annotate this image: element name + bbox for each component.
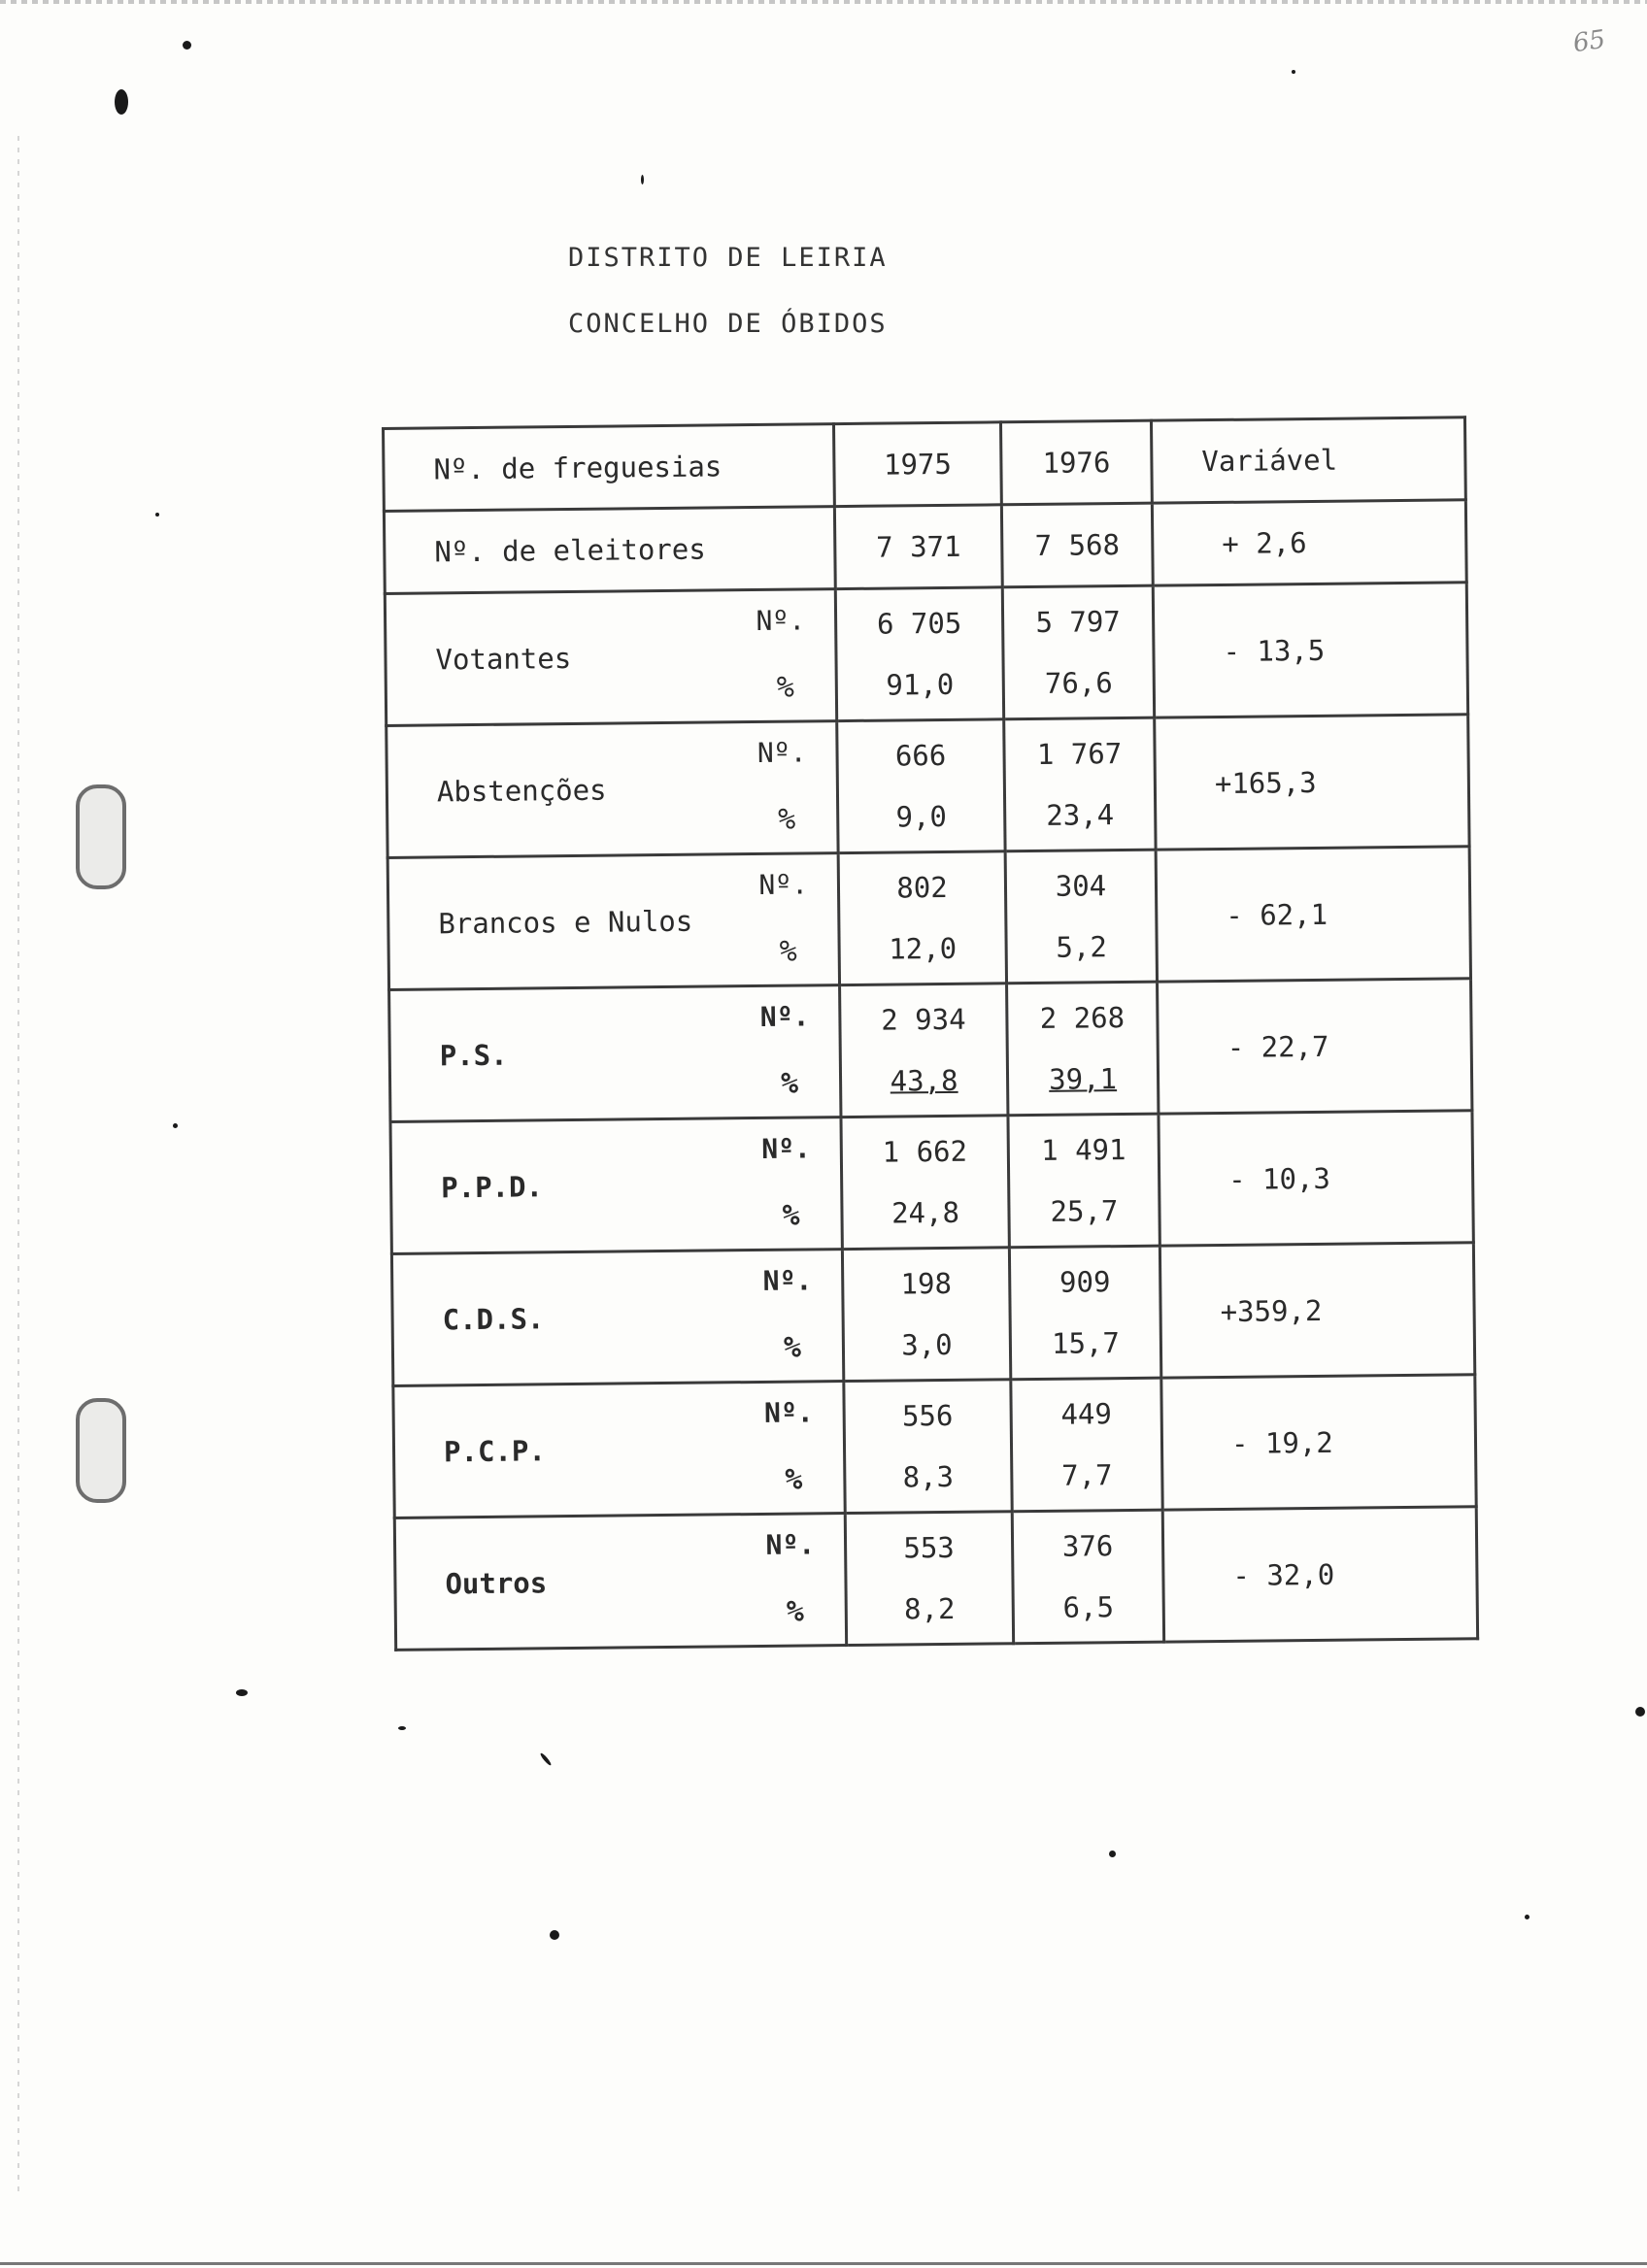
variation-header: Variável: [1151, 417, 1465, 503]
count-key: Nº.: [765, 1528, 816, 1561]
scan-bottom-edge: [0, 2262, 1647, 2265]
count-1976: 909: [1059, 1265, 1111, 1299]
punch-hole-bottom: [76, 1398, 126, 1503]
row-label-cell: [393, 1382, 845, 1518]
electors-variation: + 2,6: [1152, 500, 1466, 585]
year-1976-cell: [1002, 585, 1154, 719]
electors-1976: 7 568: [1001, 503, 1153, 587]
row-label-cell: [389, 985, 841, 1122]
count-1976: 1 491: [1041, 1133, 1126, 1167]
year-1975-cell: [837, 719, 1005, 853]
percent-1976: 25,7: [1050, 1194, 1119, 1228]
page-number-mark: 65: [1571, 24, 1608, 59]
year-1975-header: 1975: [833, 422, 1001, 507]
count-1976: 2 268: [1039, 1001, 1126, 1035]
year-1976-cell: [1004, 717, 1156, 851]
row-label: Abstenções: [436, 773, 607, 808]
row-label-cell: [387, 721, 838, 858]
row-label: P.S.: [439, 1038, 508, 1072]
percent-key: %: [782, 1198, 800, 1233]
row-label-cell: [387, 853, 839, 990]
count-1976: 5 797: [1035, 605, 1121, 639]
variation-value: - 19,2: [1161, 1375, 1476, 1510]
percent-key: %: [783, 1330, 802, 1365]
variation-value: - 62,1: [1156, 847, 1470, 982]
district-heading: DISTRITO DE LEIRIA: [568, 243, 888, 273]
count-1975: 802: [896, 870, 948, 905]
percent-1975: 91,0: [886, 667, 955, 702]
year-1976-cell: [1011, 1378, 1162, 1512]
count-1975: 2 934: [881, 1002, 966, 1037]
row-label: P.P.D.: [441, 1169, 544, 1204]
table-row: [394, 1507, 1477, 1651]
percent-1975: 8,3: [902, 1459, 955, 1494]
electors-label: Nº. de eleitores: [384, 507, 835, 594]
year-1975-cell: [845, 1512, 1013, 1646]
count-1975: 553: [903, 1530, 955, 1565]
percent-1975: 43,8: [890, 1063, 958, 1098]
row-label: Votantes: [435, 641, 572, 676]
variation-value: - 22,7: [1158, 979, 1472, 1114]
row-label: Brancos e Nulos: [438, 904, 693, 940]
year-1975-cell: [838, 851, 1006, 985]
count-key: Nº.: [756, 604, 806, 637]
row-label-cell: [385, 589, 836, 726]
table-row: [391, 1243, 1474, 1386]
year-1975-cell: [841, 1116, 1009, 1250]
year-1976-cell: [1007, 982, 1159, 1116]
count-key: Nº.: [759, 1000, 810, 1033]
count-1975: 1 662: [882, 1134, 968, 1169]
year-1975-cell: [844, 1380, 1012, 1514]
row-label: C.D.S.: [442, 1301, 545, 1336]
percent-1976: 39,1: [1048, 1062, 1118, 1096]
variation-value: - 10,3: [1159, 1111, 1473, 1246]
parishes-label: Nº. de freguesias: [384, 424, 835, 512]
table-row: [387, 715, 1469, 858]
percent-1975: 3,0: [901, 1327, 953, 1362]
percent-key: %: [780, 1066, 799, 1101]
year-1976-cell: [1009, 1246, 1160, 1380]
year-1976-header: 1976: [1000, 420, 1152, 505]
year-1976-cell: [1012, 1510, 1163, 1644]
table-row: [390, 1111, 1473, 1254]
year-1976-cell: [1005, 850, 1157, 984]
count-1976: 449: [1060, 1397, 1113, 1431]
count-1975: 198: [900, 1266, 953, 1301]
row-label-cell: [390, 1117, 842, 1254]
count-1975: 6 705: [876, 606, 962, 641]
table-row: [385, 583, 1467, 726]
row-label: P.C.P.: [443, 1433, 546, 1468]
count-1976: 1 767: [1036, 737, 1123, 771]
percent-1975: 12,0: [889, 931, 958, 966]
count-1975: 666: [894, 738, 947, 773]
percent-1975: 8,2: [903, 1591, 956, 1626]
count-key: Nº.: [761, 1132, 811, 1165]
variation-value: - 32,0: [1162, 1507, 1477, 1642]
percent-key: %: [776, 670, 795, 705]
count-1976: 376: [1061, 1529, 1114, 1563]
row-label-cell: [394, 1514, 846, 1651]
percent-key: %: [779, 934, 797, 969]
scan-top-edge: [0, 0, 1647, 4]
percent-1975: 24,8: [891, 1195, 960, 1230]
table-row: [389, 979, 1472, 1122]
electors-1975: 7 371: [834, 505, 1002, 589]
count-key: Nº.: [763, 1396, 814, 1429]
count-1976: 304: [1055, 869, 1107, 903]
count-key: Nº.: [758, 868, 809, 901]
year-1975-cell: [840, 984, 1008, 1117]
percent-1976: 76,6: [1044, 666, 1113, 700]
table-row: [387, 847, 1470, 990]
percent-1976: 23,4: [1046, 798, 1115, 832]
table-row: [393, 1375, 1476, 1518]
percent-key: %: [786, 1594, 804, 1629]
year-1975-cell: [842, 1248, 1010, 1382]
variation-value: +359,2: [1160, 1243, 1474, 1378]
year-1975-cell: [835, 587, 1003, 721]
count-key: Nº.: [762, 1264, 813, 1297]
percent-1975: 9,0: [895, 799, 948, 834]
percent-key: %: [778, 802, 796, 837]
variation-value: - 13,5: [1153, 583, 1467, 717]
electors-row: [384, 500, 1466, 594]
table-header-row: [384, 417, 1466, 512]
election-results-table: [382, 416, 1479, 1651]
variation-value: +165,3: [1155, 715, 1469, 850]
row-label-cell: [391, 1250, 843, 1386]
count-1975: 556: [901, 1398, 954, 1433]
percent-1976: 6,5: [1062, 1590, 1115, 1624]
count-key: Nº.: [756, 736, 807, 769]
percent-1976: 5,2: [1056, 930, 1108, 964]
percent-key: %: [785, 1462, 803, 1497]
year-1976-cell: [1008, 1114, 1160, 1248]
row-label: Outros: [445, 1565, 548, 1600]
punch-hole-top: [76, 784, 126, 889]
percent-1976: 15,7: [1051, 1326, 1121, 1360]
percent-1976: 7,7: [1060, 1458, 1113, 1492]
municipality-heading: CONCELHO DE ÓBIDOS: [568, 309, 888, 339]
scan-left-edge: [17, 136, 19, 2194]
